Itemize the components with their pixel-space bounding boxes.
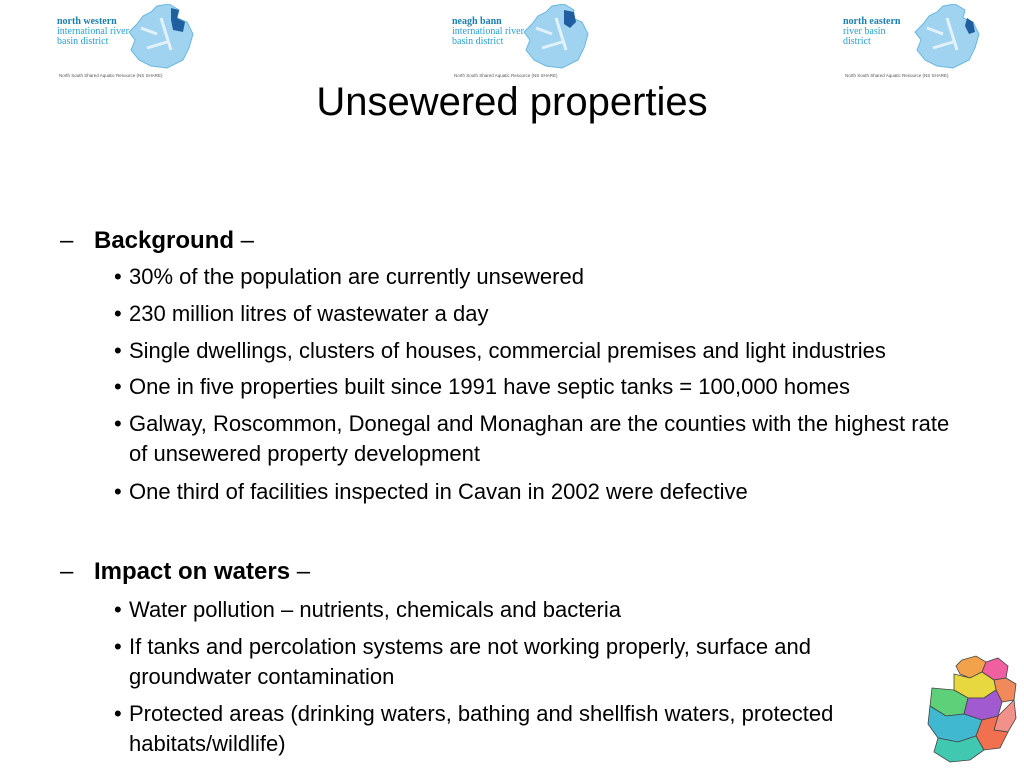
bullet-icon: • xyxy=(114,411,122,436)
dash-marker: – xyxy=(60,227,74,254)
ireland-silhouette-icon xyxy=(913,4,983,70)
bullet-text: Water pollution – nutrients, chemicals and bacteria xyxy=(129,597,621,622)
bullet-icon: • xyxy=(114,479,122,504)
bullet-text: If tanks and percolation systems are not working properly, surface and groundwater contamination xyxy=(129,634,811,689)
list-item xyxy=(114,595,1014,625)
north-western-logo xyxy=(57,4,197,80)
section-heading-background xyxy=(60,226,254,256)
logo-line1: north eastern xyxy=(843,16,901,27)
list-item xyxy=(114,699,954,759)
bullet-text: Protected areas (drinking waters, bathing and shellfish waters, protected habitats/wildlife) xyxy=(129,701,834,756)
heading-suffix: – xyxy=(290,558,311,585)
heading-label: Impact on waters xyxy=(94,558,291,585)
bullet-icon: • xyxy=(114,301,122,326)
logo-line1: north western xyxy=(57,16,117,27)
logo-line2: river basin district xyxy=(843,26,886,47)
logo-line2: international river basin district xyxy=(57,26,129,47)
bullet-text: Single dwellings, clusters of houses, commercial premises and light industries xyxy=(129,338,886,363)
list-item xyxy=(114,262,1014,292)
bullet-icon: • xyxy=(114,701,122,726)
slide-title: Unsewered properties xyxy=(316,80,708,124)
heading-label: Background xyxy=(94,227,235,254)
north-eastern-logo xyxy=(843,4,983,80)
bullet-icon: • xyxy=(114,634,122,659)
ireland-silhouette-icon xyxy=(127,4,197,70)
list-item xyxy=(114,372,1014,402)
bullet-text: Galway, Roscommon, Donegal and Monaghan are the counties with the highest rate of unsewered property development xyxy=(129,411,950,466)
bullet-icon: • xyxy=(114,597,122,622)
bullet-icon: • xyxy=(114,338,122,363)
dash-marker: – xyxy=(60,558,74,585)
logo-line2: international river basin district xyxy=(452,26,524,47)
list-item xyxy=(114,409,954,469)
list-item xyxy=(114,477,1014,507)
neagh-bann-logo xyxy=(452,4,592,80)
list-item xyxy=(114,299,1014,329)
ireland-silhouette-icon xyxy=(522,4,592,70)
bullet-text: 30% of the population are currently unsewered xyxy=(129,264,584,289)
bullet-icon: • xyxy=(114,264,122,289)
bullet-text: 230 million litres of wastewater a day xyxy=(129,301,489,326)
bullet-text: One in five properties built since 1991 have septic tanks = 100,000 homes xyxy=(129,374,850,399)
logo-footer: North South Shared Aquatic Resource (NS SHARE) xyxy=(59,73,163,78)
logo-line1: neagh bann xyxy=(452,16,502,27)
list-item xyxy=(114,336,1014,366)
section-heading-impact xyxy=(60,557,310,587)
ireland-river-basin-map-icon xyxy=(924,654,1020,766)
logo-footer: North South Shared Aquatic Resource (NS SHARE) xyxy=(454,73,558,78)
bullet-text: One third of facilities inspected in Cavan in 2002 were defective xyxy=(129,479,748,504)
bullet-icon: • xyxy=(114,374,122,399)
list-item xyxy=(114,632,934,692)
logo-footer: North South Shared Aquatic Resource (NS SHARE) xyxy=(845,73,949,78)
heading-suffix: – xyxy=(234,227,255,254)
